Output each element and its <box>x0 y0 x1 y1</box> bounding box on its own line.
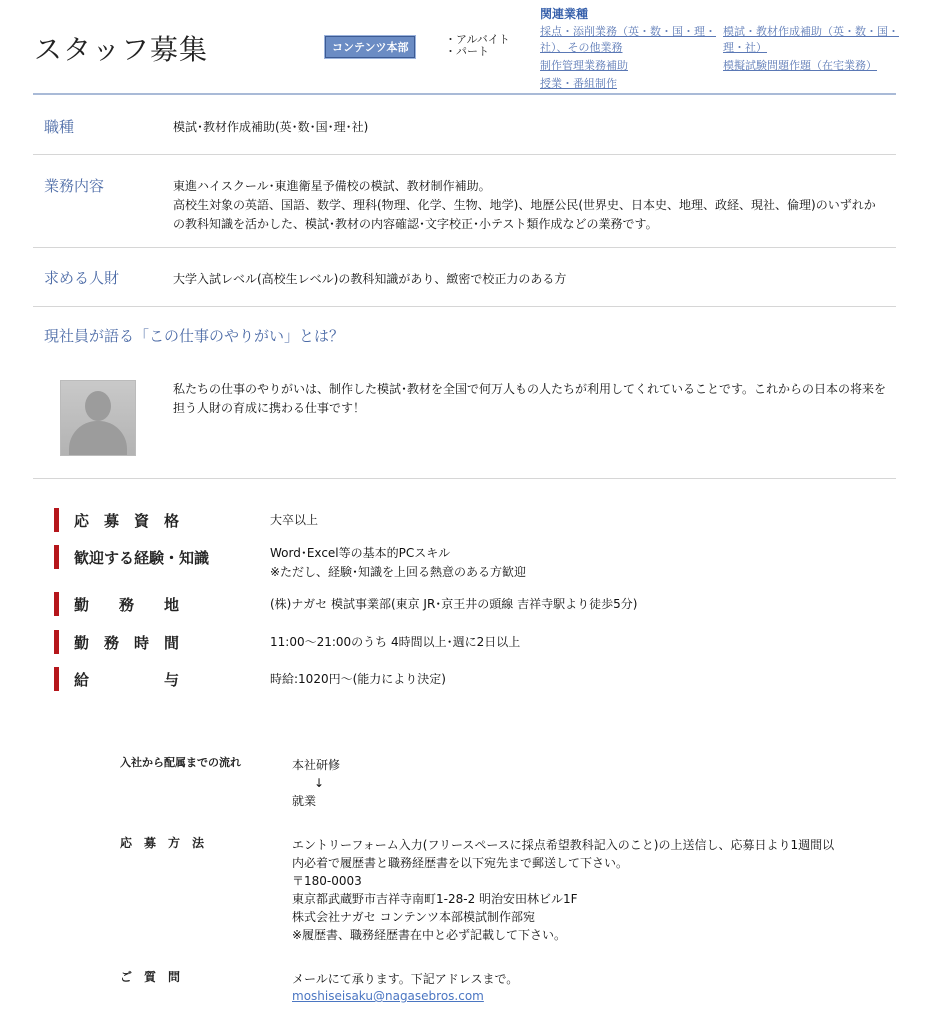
requirement-label-kinmuchi: 勤 務 地 <box>74 596 180 614</box>
related-jobs-heading: 関連業種 <box>540 7 589 21</box>
job-type-item: ・パート <box>445 45 489 58</box>
question-text: メールにて承ります。下記アドレスまで。 <box>292 972 519 986</box>
row-divider <box>33 478 896 479</box>
text-line: 東進ハイスクール･東進衛星予備校の模試、教材制作補助。 <box>173 179 491 193</box>
contact-email-link[interactable]: moshiseisaku@nagasebros.com <box>292 989 484 1003</box>
related-link-text: 理・社） <box>723 41 767 54</box>
recipient-line: 株式会社ナガセ コンテンツ本部模試制作部宛 <box>292 910 535 924</box>
apply-text <box>292 836 872 944</box>
text-line: エントリーフォーム入力(フリースペースに採点希望教科記入のこと)の上送信し、応募日より1週間以 <box>292 838 835 852</box>
flow-label: 入社から配属までの流れ <box>120 756 241 769</box>
requirement-marker <box>54 545 59 569</box>
header-divider <box>33 93 896 95</box>
row-divider <box>33 247 896 248</box>
text-line: 内必着で履歴書と職務経歴書を以下宛先まで郵送して下さい。 <box>292 856 629 870</box>
requirement-value-shikaku: 大卒以上 <box>270 513 319 527</box>
requirement-value-kyuyo: 時給:1020円〜(能力により決定) <box>270 672 446 686</box>
section-text-shokushu: 模試･教材作成補助(英･数･国･理･社) <box>173 120 369 134</box>
requirement-marker <box>54 667 59 691</box>
section-label-jinzai: 求める人財 <box>44 269 120 287</box>
requirement-marker <box>54 592 59 616</box>
employee-avatar <box>60 380 136 456</box>
flow-steps <box>292 756 340 810</box>
section-text-jinzai: 大学入試レベル(高校生レベル)の教科知識があり、緻密で校正力のある方 <box>173 272 567 286</box>
related-link-moshi-kyozai[interactable] <box>723 24 903 56</box>
requirement-value-keiken <box>270 544 526 582</box>
avatar-head-shape <box>85 391 111 421</box>
flow-step: 就業 <box>292 794 317 808</box>
text-line: ※履歴書、職務経歴書在中と必ず記載して下さい。 <box>292 928 567 942</box>
related-link-jugyo[interactable]: 授業・番組制作 <box>540 77 617 90</box>
yarigai-text <box>173 380 893 418</box>
requirement-marker <box>54 508 59 532</box>
section-text-gyomu <box>173 177 893 234</box>
related-link-saiten[interactable] <box>540 24 720 56</box>
requirement-label-keiken: 歓迎する経験・知識 <box>74 549 210 567</box>
related-link-text: 採点・添削業務（英・数・国・理・ <box>540 25 716 38</box>
requirement-label-kyuyo: 給 与 <box>74 671 180 689</box>
related-link-mogi-shiken[interactable]: 模擬試験問題作題（在宅業務） <box>723 59 877 72</box>
row-divider <box>33 306 896 307</box>
flow-step: 本社研修 <box>292 758 341 772</box>
job-type-list <box>445 34 510 58</box>
section-label-shokushu: 職種 <box>44 118 75 136</box>
text-line: Word･Excel等の基本的PCスキル <box>270 546 451 560</box>
flow-arrow: ↓ <box>314 776 325 790</box>
apply-label: 応 募 方 法 <box>120 836 205 850</box>
text-line: 私たちの仕事のやりがいは、制作した模試･教材を全国で何万人もの人たちが利用してくれていることです。これからの日本の将来を <box>173 382 887 396</box>
related-link-text: 社）、その他業務 <box>540 41 623 54</box>
requirement-value-jikan: 11:00〜21:00のうち 4時間以上･週に2日以上 <box>270 635 521 649</box>
related-link-seisaku-kanri[interactable]: 制作管理業務補助 <box>540 59 628 72</box>
related-jobs-col-1 <box>540 24 720 92</box>
text-line: ※ただし、経験･知識を上回る熱意のある方歓迎 <box>270 565 527 579</box>
related-jobs-col-2 <box>723 24 903 74</box>
text-line: 担う人財の育成に携わる仕事です！ <box>173 401 366 415</box>
related-link-text: 模試・教材作成補助（英・数・国・ <box>723 25 899 38</box>
job-type-item: ・アルバイト <box>445 33 510 46</box>
row-divider <box>33 154 896 155</box>
requirement-label-jikan: 勤 務 時 間 <box>74 634 180 652</box>
question-label: ご 質 問 <box>120 970 181 984</box>
avatar-body-shape <box>69 421 127 456</box>
postal-code: 〒180-0003 <box>292 874 362 888</box>
address-line: 東京都武蔵野市吉祥寺南町1-28-2 明治安田林ビル1F <box>292 892 578 906</box>
requirement-label-shikaku: 応 募 資 格 <box>74 512 180 530</box>
requirement-marker <box>54 630 59 654</box>
department-badge: コンテンツ本部 <box>325 36 415 58</box>
page-title: スタッフ募集 <box>34 33 209 66</box>
section-label-gyomu: 業務内容 <box>44 177 105 195</box>
yarigai-heading: 現社員が語る「この仕事のやりがい」とは？ <box>44 327 345 345</box>
text-line: 高校生対象の英語、国語、数学、理科(物理、化学、生物、地学)、地歴公民(世界史、日本史、地理、政経、現社、倫理)のいずれか <box>173 198 876 212</box>
text-line: の教科知識を活かした、模試･教材の内容確認･文字校正･小テスト類作成などの業務です。 <box>173 217 658 231</box>
requirement-value-kinmuchi: (株)ナガセ 模試事業部(東京 JR･京王井の頭線 吉祥寺駅より徒歩5分) <box>270 597 638 611</box>
